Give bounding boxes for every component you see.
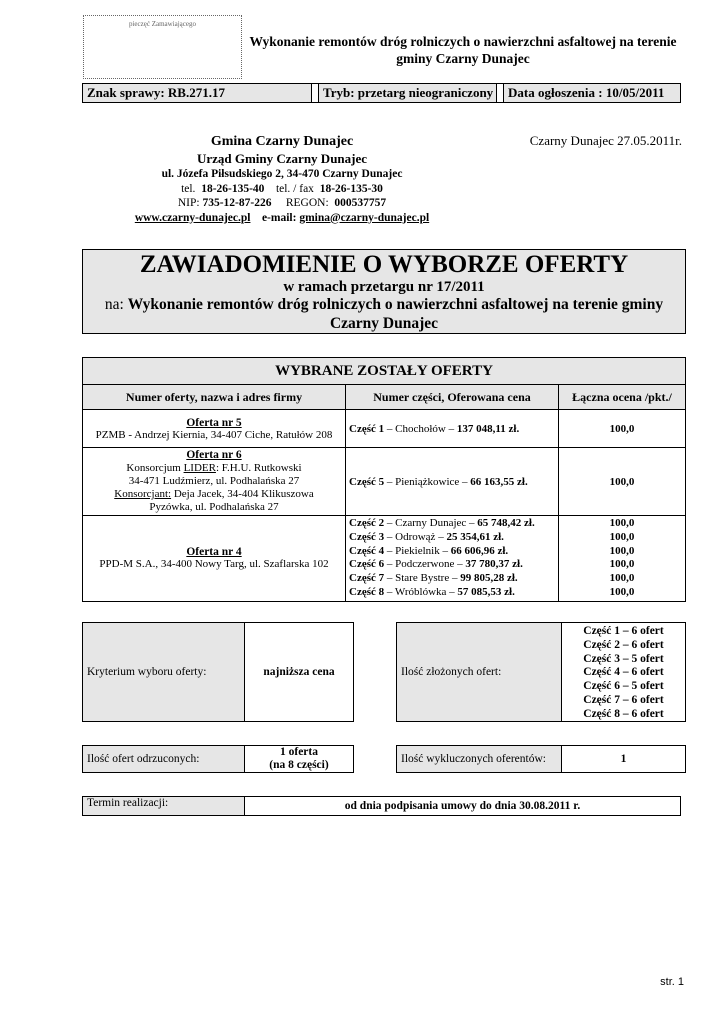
table-row — [83, 516, 686, 602]
street-address: ul. Józefa Piłsudskiego 2, 34-470 Czarny Dunajec — [161, 168, 403, 180]
part-line: Część 8 – Wróblówka – 57 085,53 zł. — [349, 585, 515, 598]
column-header: Numer części, Oferowana cena — [346, 385, 559, 410]
column-header: Numer oferty, nazwa i adres firmy — [83, 385, 346, 410]
table-row — [83, 410, 686, 448]
address-block — [82, 133, 482, 225]
place-date: Czarny Dunajec 27.05.2011r. — [529, 133, 682, 148]
offer-cell — [83, 410, 346, 448]
part-line: Część 7 – Stare Bystre – 99 805,28 zł. — [349, 572, 518, 585]
part-line: Część 6 – Podczerwone – 37 780,37 zł. — [349, 558, 523, 571]
stamp-box — [83, 15, 242, 79]
header-spacer — [312, 84, 319, 102]
office-name: Urząd Gminy Czarny Dunajec — [196, 151, 368, 166]
notice-title: ZAWIADOMIENIE O WYBORZE OFERTY — [139, 251, 629, 278]
document-title: Wykonanie remontów dróg rolniczych o nawierzchni asfaltowej na terenie gminy Czarny Dunajec — [249, 34, 677, 66]
score-cell: 100,0 — [559, 448, 686, 516]
term-value: od dnia podpisania umowy do dnia 30.08.2011 r. — [244, 796, 681, 816]
part-line: Część 2 – Czarny Dunajec – 65 748,42 zł. — [349, 517, 535, 529]
score-cell: 100,0 100,0 100,0 100,0 100,0 100,0 — [559, 516, 686, 602]
contact-line: www.czarny-dunajec.pl e-mail: gmina@czarny-dunajec.pl — [134, 211, 430, 224]
parts-cell: Część 1 – Chochołów – 137 048,11 zł. — [346, 410, 559, 448]
excluded-label: Ilość wykluczonych oferentów: — [396, 745, 562, 773]
nip-regon-line: NIP: 735-12-87-226 REGON: 000537757 — [177, 197, 387, 209]
notice-subtitle: w ramach przetargu nr 17/2011 — [283, 279, 485, 295]
header-spacer — [497, 84, 504, 102]
website-link[interactable]: www.czarny-dunajec.pl — [134, 211, 251, 224]
offer-cell — [83, 516, 346, 602]
part-line: Część 3 – Odrowąż – 25 354,61 zł. — [349, 530, 504, 543]
offer-address: Pyzówka, ul. Podhalańska 27 — [149, 501, 279, 513]
table-row — [83, 448, 686, 516]
header-bar — [82, 83, 681, 103]
offer-address: Konsorcjum LIDER: F.H.U. Rutkowski — [126, 462, 302, 474]
phone-line: tel. 18-26-135-40 tel. / fax 18-26-135-30 — [181, 182, 383, 195]
part-line: Część 4 – Piekielnik – 66 606,96 zł. — [349, 544, 509, 557]
rejected-label: Ilość ofert odrzuconych: — [82, 745, 245, 773]
stamp-label: pieczęć Zamawiającego — [128, 20, 197, 28]
term-label: Termin realizacji: — [82, 796, 245, 816]
results-table — [82, 357, 686, 602]
parts-cell — [346, 516, 559, 602]
organization-name: Gmina Czarny Dunajec — [210, 134, 354, 149]
email-link[interactable]: gmina@czarny-dunajec.pl — [299, 211, 430, 224]
page-number: str. 1 — [660, 976, 684, 988]
offer-address: PPD-M S.A., 34-400 Nowy Targ, ul. Szaflarska 102 — [99, 558, 329, 571]
excluded-value: 1 — [561, 745, 686, 773]
offer-cell — [83, 448, 346, 516]
offer-title: Oferta nr 6 — [186, 449, 242, 461]
results-section-title: WYBRANE ZOSTAŁY OFERTY — [83, 358, 686, 385]
submitted-values: Część 1 – 6 ofert Część 2 – 6 ofert Część 3 – 5 ofert Część 4 – 6 ofert Część 6 – 5 ofert Część 7 – 6 ofert Część 8 – 6 ofert — [561, 622, 686, 722]
offer-address: 34-471 Ludźmierz, ul. Podhalańska 27 — [128, 475, 300, 487]
offer-address: Konsorcjant: Deja Jacek, 34-404 Klikuszowa — [114, 488, 314, 500]
notice-subject: na: Wykonanie remontów dróg rolniczych o nawierzchni asfaltowej na terenie gminy Czarny Dunajec — [104, 296, 664, 332]
parts-cell: Część 5 – Pieniążkowice – 66 163,55 zł. — [346, 448, 559, 516]
offer-address: PZMB - Andrzej Kiernia, 34-407 Ciche, Ratułów 208 — [95, 428, 333, 441]
rejected-value: 1 oferta (na 8 części) — [244, 745, 354, 773]
procedure-mode: Tryb: przetarg nieograniczony — [319, 84, 497, 102]
offer-title: Oferta nr 4 — [186, 546, 242, 559]
criteria-label: Kryterium wyboru oferty: — [82, 622, 245, 722]
submitted-label: Ilość złożonych ofert: — [396, 622, 562, 722]
column-header: Łączna ocena /pkt./ — [559, 385, 686, 410]
announcement-date: Data ogłoszenia : 10/05/2011 — [508, 85, 665, 100]
score-cell: 100,0 — [559, 410, 686, 448]
notice-box — [82, 249, 686, 334]
offer-title: Oferta nr 5 — [186, 416, 242, 429]
case-number: Znak sprawy: RB.271.17 — [83, 84, 312, 102]
criteria-value: najniższa cena — [244, 622, 354, 722]
